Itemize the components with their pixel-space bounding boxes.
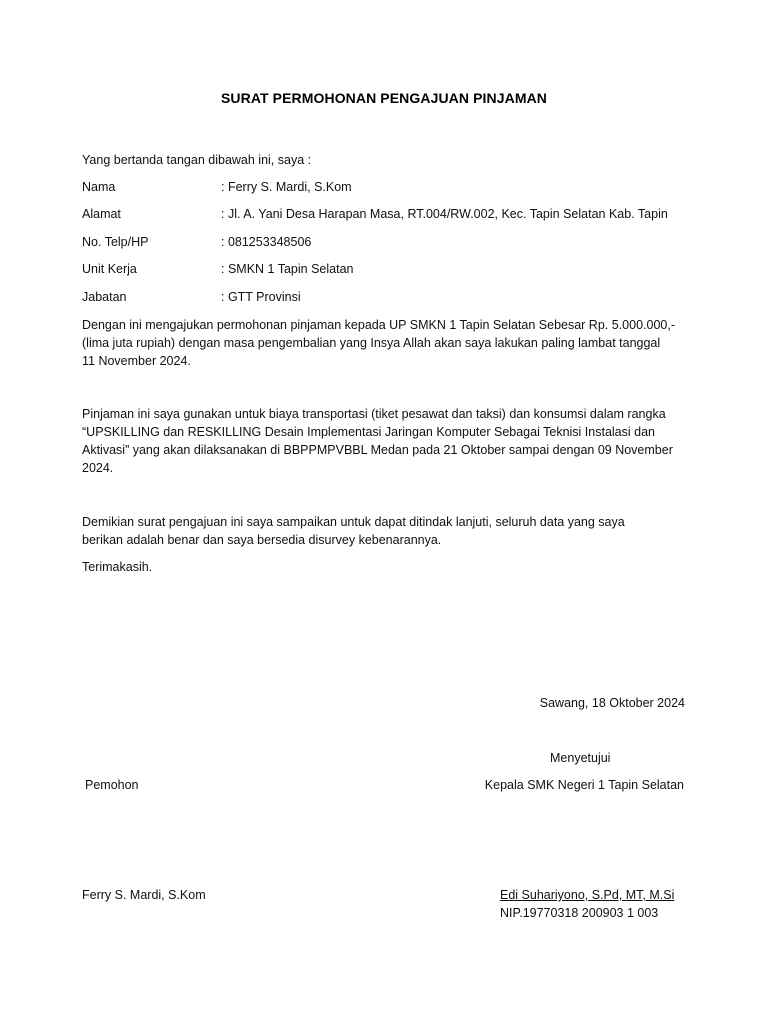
paragraph-line: 11 November 2024.: [82, 354, 191, 368]
paragraph-line: “UPSKILLING dan RESKILLING Desain Implementasi Jaringan Komputer Sebagai Teknisi Instalasi dan: [82, 425, 655, 439]
field-label-jabatan: Jabatan: [82, 290, 127, 304]
field-label-telp: No. Telp/HP: [82, 235, 149, 249]
field-label-unit-kerja: Unit Kerja: [82, 262, 137, 276]
applicant-name: Ferry S. Mardi, S.Kom: [82, 888, 206, 902]
field-value-alamat: : Jl. A. Yani Desa Harapan Masa, RT.004/RW.002, Kec. Tapin Selatan Kab. Tapin: [221, 207, 668, 221]
closing-text: Terimakasih.: [82, 560, 153, 574]
applicant-role: Pemohon: [85, 778, 139, 792]
field-value-telp: : 081253348506: [221, 235, 312, 249]
paragraph-line: (lima juta rupiah) dengan masa pengembalian yang Insya Allah akan saya lakukan paling lambat tanggal: [82, 336, 661, 350]
paragraph-line: Demikian surat pengajuan ini saya sampaikan untuk dapat ditindak lanjuti, seluruh data yang saya: [82, 515, 625, 529]
field-value-unit-kerja: : SMKN 1 Tapin Selatan: [221, 262, 354, 276]
approver-name: Edi Suhariyono, S.Pd, MT, M.Si: [500, 888, 675, 902]
field-label-nama: Nama: [82, 180, 116, 194]
paragraph-line: Aktivasi” yang akan dilaksanakan di BBPPMPVBBL Medan pada 21 Oktober sampai dengan 09 November: [82, 443, 673, 457]
paragraph-request: [82, 316, 692, 370]
field-value-jabatan: : GTT Provinsi: [221, 290, 301, 304]
paragraph-purpose: [82, 405, 692, 477]
paragraph-line: Pinjaman ini saya gunakan untuk biaya transportasi (tiket pesawat dan taksi) dan konsumsi dalam rangka: [82, 407, 666, 421]
paragraph-line: 2024.: [82, 461, 114, 475]
paragraph-closing: [82, 513, 692, 549]
letter-title: SURAT PERMOHONAN PENGAJUAN PINJAMAN: [220, 90, 548, 106]
intro-text: Yang bertanda tangan dibawah ini, saya :: [82, 153, 312, 167]
paragraph-line: berikan adalah benar dan saya bersedia disurvey kebenarannya.: [82, 533, 442, 547]
approver-role: Kepala SMK Negeri 1 Tapin Selatan: [484, 778, 684, 792]
place-date: Sawang, 18 Oktober 2024: [539, 696, 685, 710]
field-value-nama: : Ferry S. Mardi, S.Kom: [221, 180, 352, 194]
approver-nip: NIP.19770318 200903 1 003: [500, 906, 659, 920]
field-label-alamat: Alamat: [82, 207, 121, 221]
approval-label: Menyetujui: [550, 751, 611, 765]
paragraph-line: Dengan ini mengajukan permohonan pinjaman kepada UP SMKN 1 Tapin Selatan Sebesar Rp. 5.000.000,-: [82, 318, 675, 332]
